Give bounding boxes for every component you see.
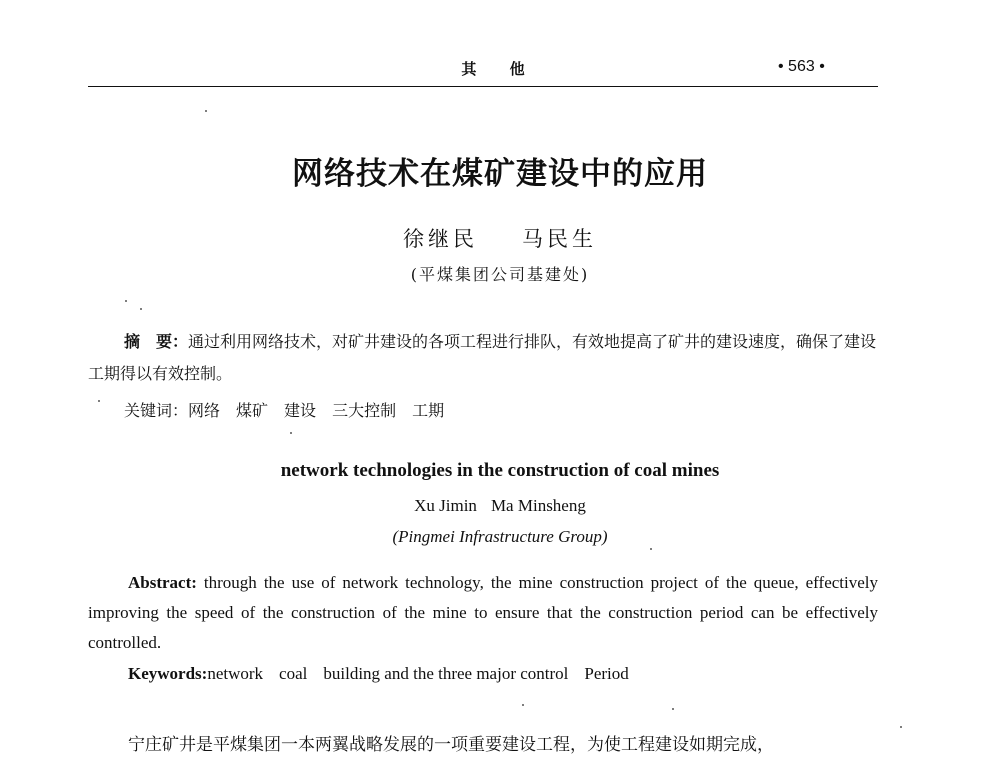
english-abstract-label: Abstract: [128,573,197,592]
page-number: • 563 • [778,58,825,75]
english-author-list [0,496,1000,516]
english-affiliation: (Pingmei Infrastructure Group) [392,527,608,546]
english-keywords-label: Keywords: [128,664,208,683]
keyword: 三大控制 [332,401,397,420]
author-list [0,223,1000,253]
scan-speck [900,726,902,728]
author-name: 徐继民 [403,227,478,251]
body-paragraph: 宁庄矿井是平煤集团一本两翼战略发展的一项重要建设工程，为使工程建设如期完成， [128,735,774,755]
keywords-english [128,664,645,684]
english-abstract-text: through the use of network technology, the mine construction project of the queue, effectively improving the speed of the construction of the mine to ensure that the construction period can be effectively controlled. [88,573,878,652]
english-keyword: coal [279,664,308,683]
english-title: network technologies in the construction of coal mines [280,460,720,481]
abstract-label: 摘 要： [124,332,189,351]
scan-speck [672,708,674,710]
english-keyword: building and the three major control [323,664,569,683]
scan-speck [125,300,127,302]
abstract-chinese [88,326,880,390]
scan-speck [205,110,207,112]
running-header-section: 其 他 [461,60,539,78]
abstract-english [88,568,878,658]
keyword: 网络 [188,401,221,420]
scan-speck [98,400,100,402]
abstract-text: 通过利用网络技术，对矿井建设的各项工程进行排队，有效地提高了矿井的建设速度，确保了建设工期得以有效控制。 [88,332,877,383]
english-keyword: network [207,664,264,683]
english-keyword: Period [584,664,629,683]
english-author-name: Xu Jimin [414,496,477,515]
keywords-chinese [124,398,460,421]
keyword: 建设 [284,401,317,420]
author-name: 马民生 [522,227,597,251]
keywords-label: 关键词： [124,401,189,420]
keyword: 煤矿 [236,401,269,420]
header-rule [88,86,878,87]
english-author-name: Ma Minsheng [490,496,586,515]
scan-speck [290,432,292,434]
scan-speck [650,548,652,550]
affiliation: (平煤集团公司基建处) [410,265,590,284]
keyword: 工期 [412,401,445,420]
scan-speck [140,308,142,310]
scan-speck [522,704,524,706]
paper-title: 网络技术在煤矿建设中的应用 [292,156,708,192]
